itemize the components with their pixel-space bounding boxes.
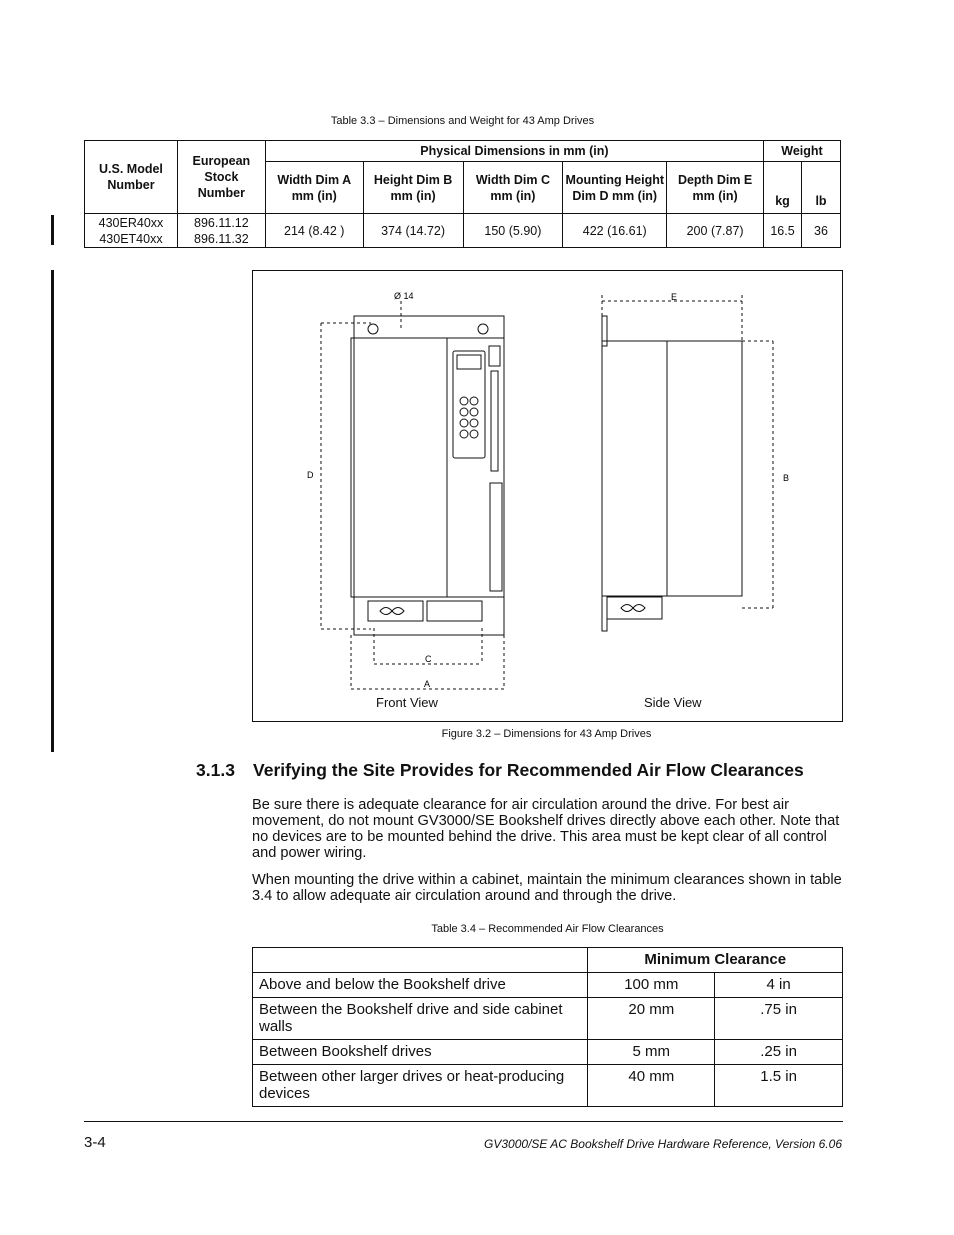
change-bar-top <box>51 215 54 245</box>
cell-mounting-d: 422 (16.61) <box>563 214 667 248</box>
row-in: 1.5 in <box>715 1065 843 1107</box>
row-in: 4 in <box>715 973 843 998</box>
header-height-b: Height Dim B mm (in) <box>363 162 463 214</box>
row-label: Above and below the Bookshelf drive <box>253 973 588 998</box>
table-row <box>85 214 841 248</box>
vent-grille <box>490 483 502 591</box>
front-view-label: Front View <box>376 695 438 710</box>
header-kg: kg <box>764 162 802 214</box>
paragraph-1: Be sure there is adequate clearance for air circulation around the drive. For best air movement, do not mount GV3000/SE Bookshelf drives directly above each other. Note that no devices are to be mounted behind the drive. This area must be kept clear of all control and power wiring. <box>252 797 840 861</box>
header-mounting-d: Mounting Height Dim D mm (in) <box>563 162 667 214</box>
side-outline <box>602 341 742 596</box>
change-bar-figure <box>51 270 54 752</box>
table-row <box>253 1040 843 1065</box>
table-row <box>253 973 843 998</box>
row-in: .75 in <box>715 998 843 1040</box>
header-depth-e: Depth Dim E mm (in) <box>667 162 764 214</box>
header-weight: Weight <box>764 141 841 162</box>
cell-depth-e: 200 (7.87) <box>667 214 764 248</box>
dimension-figure <box>252 270 843 722</box>
table-row <box>253 1065 843 1107</box>
header-european-stock: European Stock Number <box>177 141 265 214</box>
table-row <box>253 998 843 1040</box>
dim-b-label: B <box>783 473 790 483</box>
cell-width-c: 150 (5.90) <box>463 214 563 248</box>
dim-c-label: C <box>425 654 432 664</box>
table-3-3-caption: Table 3.3 – Dimensions and Weight for 43 Amp Drives <box>330 115 595 127</box>
header-us-model: U.S. Model Number <box>85 141 178 214</box>
clearance-table <box>252 947 843 1107</box>
us-model-2: 430ET40xx <box>99 231 163 246</box>
dim-a-label: A <box>424 679 431 689</box>
footer-rule <box>84 1121 843 1122</box>
header-lb: lb <box>801 162 840 214</box>
european-2: 896.11.32 <box>194 231 249 246</box>
side-view-label: Side View <box>644 695 702 710</box>
drive-drawing <box>253 271 842 721</box>
row-mm: 20 mm <box>588 998 715 1040</box>
cell-us-model <box>85 214 178 248</box>
keypad-outline <box>453 351 485 458</box>
cell-kg: 16.5 <box>764 214 802 248</box>
table-3-4-caption: Table 3.4 – Recommended Air Flow Clearances <box>431 923 664 935</box>
dim-e-label: E <box>671 292 678 302</box>
paragraph-2: When mounting the drive within a cabinet, maintain the minimum clearances shown in table 3.4 to allow adequate air circulation around and through the drive. <box>252 872 842 904</box>
footer-doc-title: GV3000/SE AC Bookshelf Drive Hardware Reference, Version 6.06 <box>484 1137 842 1151</box>
dim-d-label: D <box>307 470 314 480</box>
header-width-c: Width Dim C mm (in) <box>463 162 563 214</box>
figure-caption: Figure 3.2 – Dimensions for 43 Amp Drives <box>441 728 652 740</box>
hole-diameter-label: Ø 14 <box>394 291 414 301</box>
header-width-a: Width Dim A mm (in) <box>265 162 363 214</box>
row-label: Between the Bookshelf drive and side cabinet walls <box>253 998 588 1040</box>
us-model-1: 430ER40xx <box>98 215 164 230</box>
section-title: Verifying the Site Provides for Recommended Air Flow Clearances <box>253 760 804 780</box>
cell-height-b: 374 (14.72) <box>363 214 463 248</box>
row-mm: 100 mm <box>588 973 715 998</box>
header-minimum-clearance: Minimum Clearance <box>588 948 843 973</box>
row-in: .25 in <box>715 1040 843 1065</box>
page-number: 3-4 <box>84 1134 106 1151</box>
cell-lb: 36 <box>801 214 840 248</box>
section-number: 3.1.3 <box>196 760 235 780</box>
row-label: Between other larger drives or heat-producing devices <box>253 1065 588 1107</box>
cell-european <box>177 214 265 248</box>
header-empty <box>253 948 588 973</box>
row-mm: 5 mm <box>588 1040 715 1065</box>
dimensions-table <box>84 140 841 248</box>
cell-width-a: 214 (8.42 ) <box>265 214 363 248</box>
row-label: Between Bookshelf drives <box>253 1040 588 1065</box>
european-1: 896.11.12 <box>194 215 249 230</box>
header-physical-dimensions: Physical Dimensions in mm (in) <box>265 141 763 162</box>
row-mm: 40 mm <box>588 1065 715 1107</box>
